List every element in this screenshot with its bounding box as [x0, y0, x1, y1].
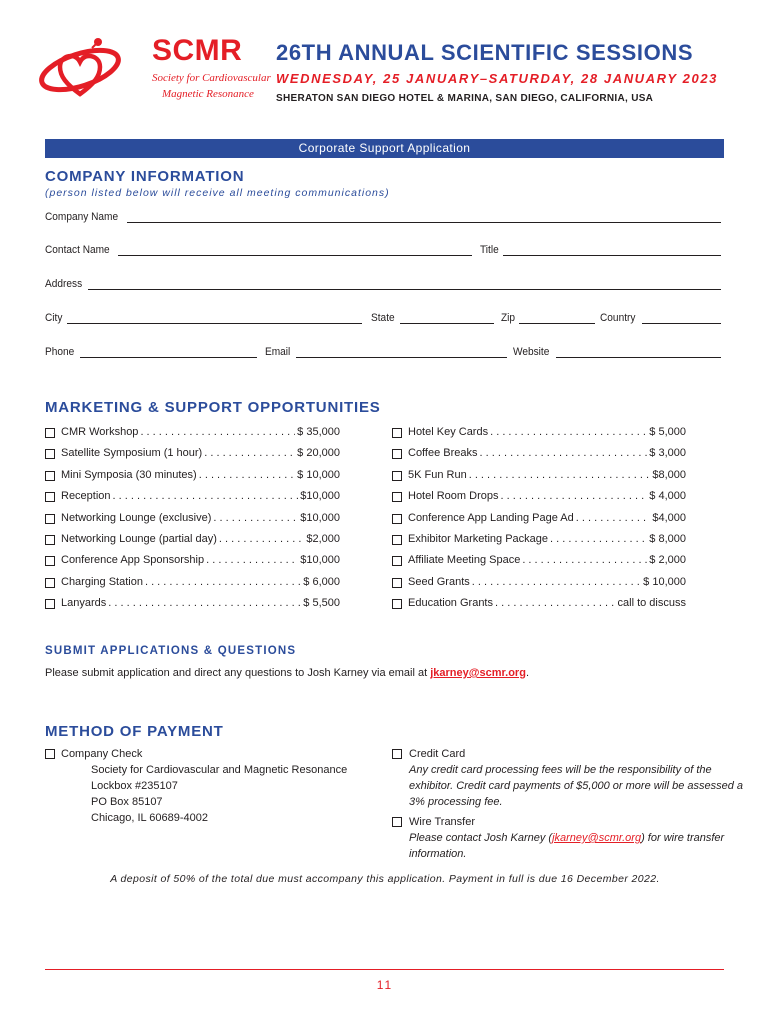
email-row	[265, 344, 510, 358]
option-price: $ 10,000	[643, 575, 686, 588]
wire-note-after: ) for wire transfer	[641, 832, 725, 844]
option-name: Networking Lounge (partial day)	[61, 533, 217, 545]
option-row	[61, 533, 340, 545]
option-checkbox[interactable]	[45, 492, 55, 502]
option-row	[408, 426, 686, 438]
submit-text-before: Please submit application and direct any questions to Josh Karney via email at	[45, 667, 431, 679]
address-label: Address	[45, 278, 83, 290]
dot-leader	[472, 576, 641, 588]
dot-leader	[522, 554, 647, 566]
wire-transfer-note-line2: information.	[409, 848, 467, 860]
submit-title: SUBMIT APPLICATIONS & QUESTIONS	[45, 645, 297, 657]
option-name: CMR Workshop	[61, 426, 139, 438]
option-row	[408, 576, 686, 588]
option-price: $10,000	[300, 490, 340, 503]
marketing-title: MARKETING & SUPPORT OPPORTUNITIES	[45, 399, 381, 416]
option-checkbox[interactable]	[392, 556, 402, 566]
event-title: 26TH ANNUAL SCIENTIFIC SESSIONS	[276, 40, 694, 65]
city-label: City	[45, 312, 63, 324]
credit-card-note-line: exhibitor. Credit card payments of $5,000 or more will be assessed a	[409, 780, 744, 792]
phone-field[interactable]	[80, 346, 257, 358]
option-price: call to discuss	[617, 597, 686, 610]
org-name-line2: Magnetic Resonance	[162, 88, 254, 100]
payment-title: METHOD OF PAYMENT	[45, 723, 224, 740]
contact-name-field[interactable]	[118, 244, 472, 256]
contact-name-row	[45, 242, 475, 256]
option-name: Hotel Key Cards	[408, 426, 489, 438]
option-row	[61, 554, 340, 566]
option-price: $ 8,000	[649, 533, 686, 545]
zip-label: Zip	[501, 312, 516, 324]
option-row	[408, 533, 686, 545]
option-row	[408, 512, 686, 524]
option-row	[61, 576, 340, 588]
option-price: $ 3,000	[649, 447, 686, 460]
dot-leader	[145, 576, 301, 588]
option-name: 5K Fun Run	[408, 468, 467, 481]
company-name-row	[45, 209, 724, 223]
option-price: $8,000	[652, 468, 686, 481]
zip-field[interactable]	[519, 312, 595, 324]
address-field[interactable]	[88, 278, 721, 290]
title-row	[480, 242, 724, 256]
contact-name-label: Contact Name	[45, 244, 110, 256]
wire-transfer-note	[409, 830, 724, 846]
option-name: Hotel Room Drops	[408, 490, 499, 503]
option-name: Networking Lounge (exclusive)	[61, 511, 212, 524]
state-row	[371, 310, 497, 324]
zip-row	[501, 310, 598, 324]
option-row	[61, 490, 340, 502]
form-banner: Corporate Support Application	[45, 139, 724, 158]
email-field[interactable]	[296, 346, 507, 358]
submit-text-after: .	[525, 667, 529, 679]
state-label: State	[371, 312, 395, 324]
submit-email-link[interactable]: jkarney@scmr.org	[430, 667, 526, 679]
dot-leader	[469, 469, 651, 481]
option-checkbox[interactable]	[45, 578, 55, 588]
dot-leader	[500, 490, 647, 502]
org-abbreviation: SCMR	[152, 34, 243, 67]
check-address-line: Chicago, IL 60689-4002	[91, 812, 209, 824]
dot-leader	[576, 512, 651, 524]
company-info-note: (person listed below will receive all meeting communications)	[45, 187, 390, 199]
dot-leader	[113, 490, 299, 502]
dot-leader	[206, 554, 298, 566]
option-price: $ 5,000	[649, 426, 686, 438]
option-row	[61, 469, 340, 481]
option-checkbox[interactable]	[392, 535, 402, 545]
wire-transfer-label: Wire Transfer	[409, 816, 476, 828]
dot-leader	[140, 426, 295, 438]
check-address-line: PO Box 85107	[91, 796, 163, 808]
email-label: Email	[265, 346, 291, 358]
footer-divider	[45, 969, 724, 970]
event-venue: SHERATON SAN DIEGO HOTEL & MARINA, SAN DIEGO, CALIFORNIA, USA	[276, 93, 654, 104]
option-name: Charging Station	[61, 575, 143, 588]
option-checkbox[interactable]	[45, 449, 55, 459]
credit-card-label: Credit Card	[409, 748, 466, 760]
website-label: Website	[513, 346, 550, 358]
event-dates: WEDNESDAY, 25 JANUARY–SATURDAY, 28 JANUARY 2023	[276, 71, 718, 86]
dot-leader	[213, 512, 298, 524]
phone-row	[45, 344, 260, 358]
option-row	[61, 447, 340, 459]
country-field[interactable]	[642, 312, 721, 324]
option-price: $ 2,000	[649, 554, 686, 567]
option-checkbox[interactable]	[392, 599, 402, 609]
company-name-field[interactable]	[127, 211, 721, 223]
dot-leader	[199, 469, 295, 481]
option-checkbox[interactable]	[392, 471, 402, 481]
option-name: Education Grants	[408, 597, 493, 610]
deposit-note: A deposit of 50% of the total due must accompany this application. Payment in full is due 16 December 2022.	[110, 873, 660, 885]
company-name-label: Company Name	[45, 211, 119, 223]
title-field[interactable]	[503, 244, 721, 256]
option-row	[408, 469, 686, 481]
wire-note-before: Please contact Josh Karney (	[409, 832, 553, 844]
option-row	[408, 490, 686, 502]
option-name: Conference App Landing Page Ad	[408, 511, 574, 524]
option-name: Exhibitor Marketing Package	[408, 533, 549, 545]
city-row	[45, 310, 365, 324]
option-name: Seed Grants	[408, 575, 470, 588]
dot-leader	[204, 447, 295, 459]
org-name-line1: Society for Cardiovascular	[152, 72, 271, 84]
option-checkbox[interactable]	[45, 471, 55, 481]
company-info-title: COMPANY INFORMATION	[45, 168, 245, 185]
option-checkbox[interactable]	[392, 428, 402, 438]
option-name: Affiliate Meeting Space	[408, 554, 521, 567]
company-check-label: Company Check	[61, 748, 143, 760]
credit-card-note-line: 3% processing fee.	[409, 796, 503, 808]
company-check-checkbox[interactable]	[45, 749, 55, 759]
dot-leader	[550, 533, 647, 545]
option-price: $10,000	[300, 554, 340, 567]
option-row	[408, 447, 686, 459]
option-price: $10,000	[300, 511, 340, 524]
option-checkbox[interactable]	[392, 578, 402, 588]
city-field[interactable]	[67, 312, 362, 324]
check-address-line: Lockbox #235107	[91, 780, 178, 792]
option-name: Satellite Symposium (1 hour)	[61, 447, 203, 460]
option-checkbox[interactable]	[45, 556, 55, 566]
option-row	[408, 554, 686, 566]
option-price: $ 35,000	[297, 426, 340, 438]
option-checkbox[interactable]	[392, 492, 402, 502]
website-field[interactable]	[556, 346, 721, 358]
option-checkbox[interactable]	[45, 535, 55, 545]
phone-label: Phone	[45, 346, 75, 358]
submit-text	[45, 667, 529, 679]
option-row	[61, 512, 340, 524]
dot-leader	[108, 597, 301, 609]
address-row	[45, 276, 724, 290]
option-checkbox[interactable]	[392, 449, 402, 459]
option-price: $ 6,000	[303, 575, 340, 588]
website-row	[513, 344, 724, 358]
option-checkbox[interactable]	[45, 599, 55, 609]
page-number: 11	[376, 978, 394, 992]
wire-email-link[interactable]: jkarney@scmr.org	[552, 832, 642, 844]
check-address-line: Society for Cardiovascular and Magnetic Resonance	[91, 764, 348, 776]
dot-leader	[490, 426, 647, 438]
country-label: Country	[600, 312, 636, 324]
dot-leader	[495, 597, 616, 609]
option-price: $ 10,000	[297, 468, 340, 481]
option-price: $ 4,000	[649, 490, 686, 503]
option-row	[408, 597, 686, 609]
option-price: $4,000	[652, 511, 686, 524]
option-name: Coffee Breaks	[408, 447, 478, 460]
option-row	[61, 426, 340, 438]
credit-card-note-line: Any credit card processing fees will be the responsibility of the	[409, 764, 712, 776]
dot-leader	[480, 447, 648, 459]
wire-transfer-checkbox[interactable]	[392, 817, 402, 827]
title-label: Title	[480, 244, 499, 256]
heart-logo-icon	[38, 36, 148, 102]
option-checkbox[interactable]	[392, 514, 402, 524]
option-row	[61, 597, 340, 609]
dot-leader	[219, 533, 304, 545]
option-name: Conference App Sponsorship	[61, 554, 205, 567]
credit-card-checkbox[interactable]	[392, 749, 402, 759]
option-price: $ 5,500	[303, 597, 340, 610]
country-row	[600, 310, 724, 324]
state-field[interactable]	[400, 312, 494, 324]
option-price: $2,000	[306, 533, 340, 545]
option-name: Reception	[61, 490, 111, 503]
option-checkbox[interactable]	[45, 428, 55, 438]
option-price: $ 20,000	[297, 447, 340, 460]
option-name: Mini Symposia (30 minutes)	[61, 468, 197, 481]
option-name: Lanyards	[61, 597, 107, 610]
option-checkbox[interactable]	[45, 514, 55, 524]
